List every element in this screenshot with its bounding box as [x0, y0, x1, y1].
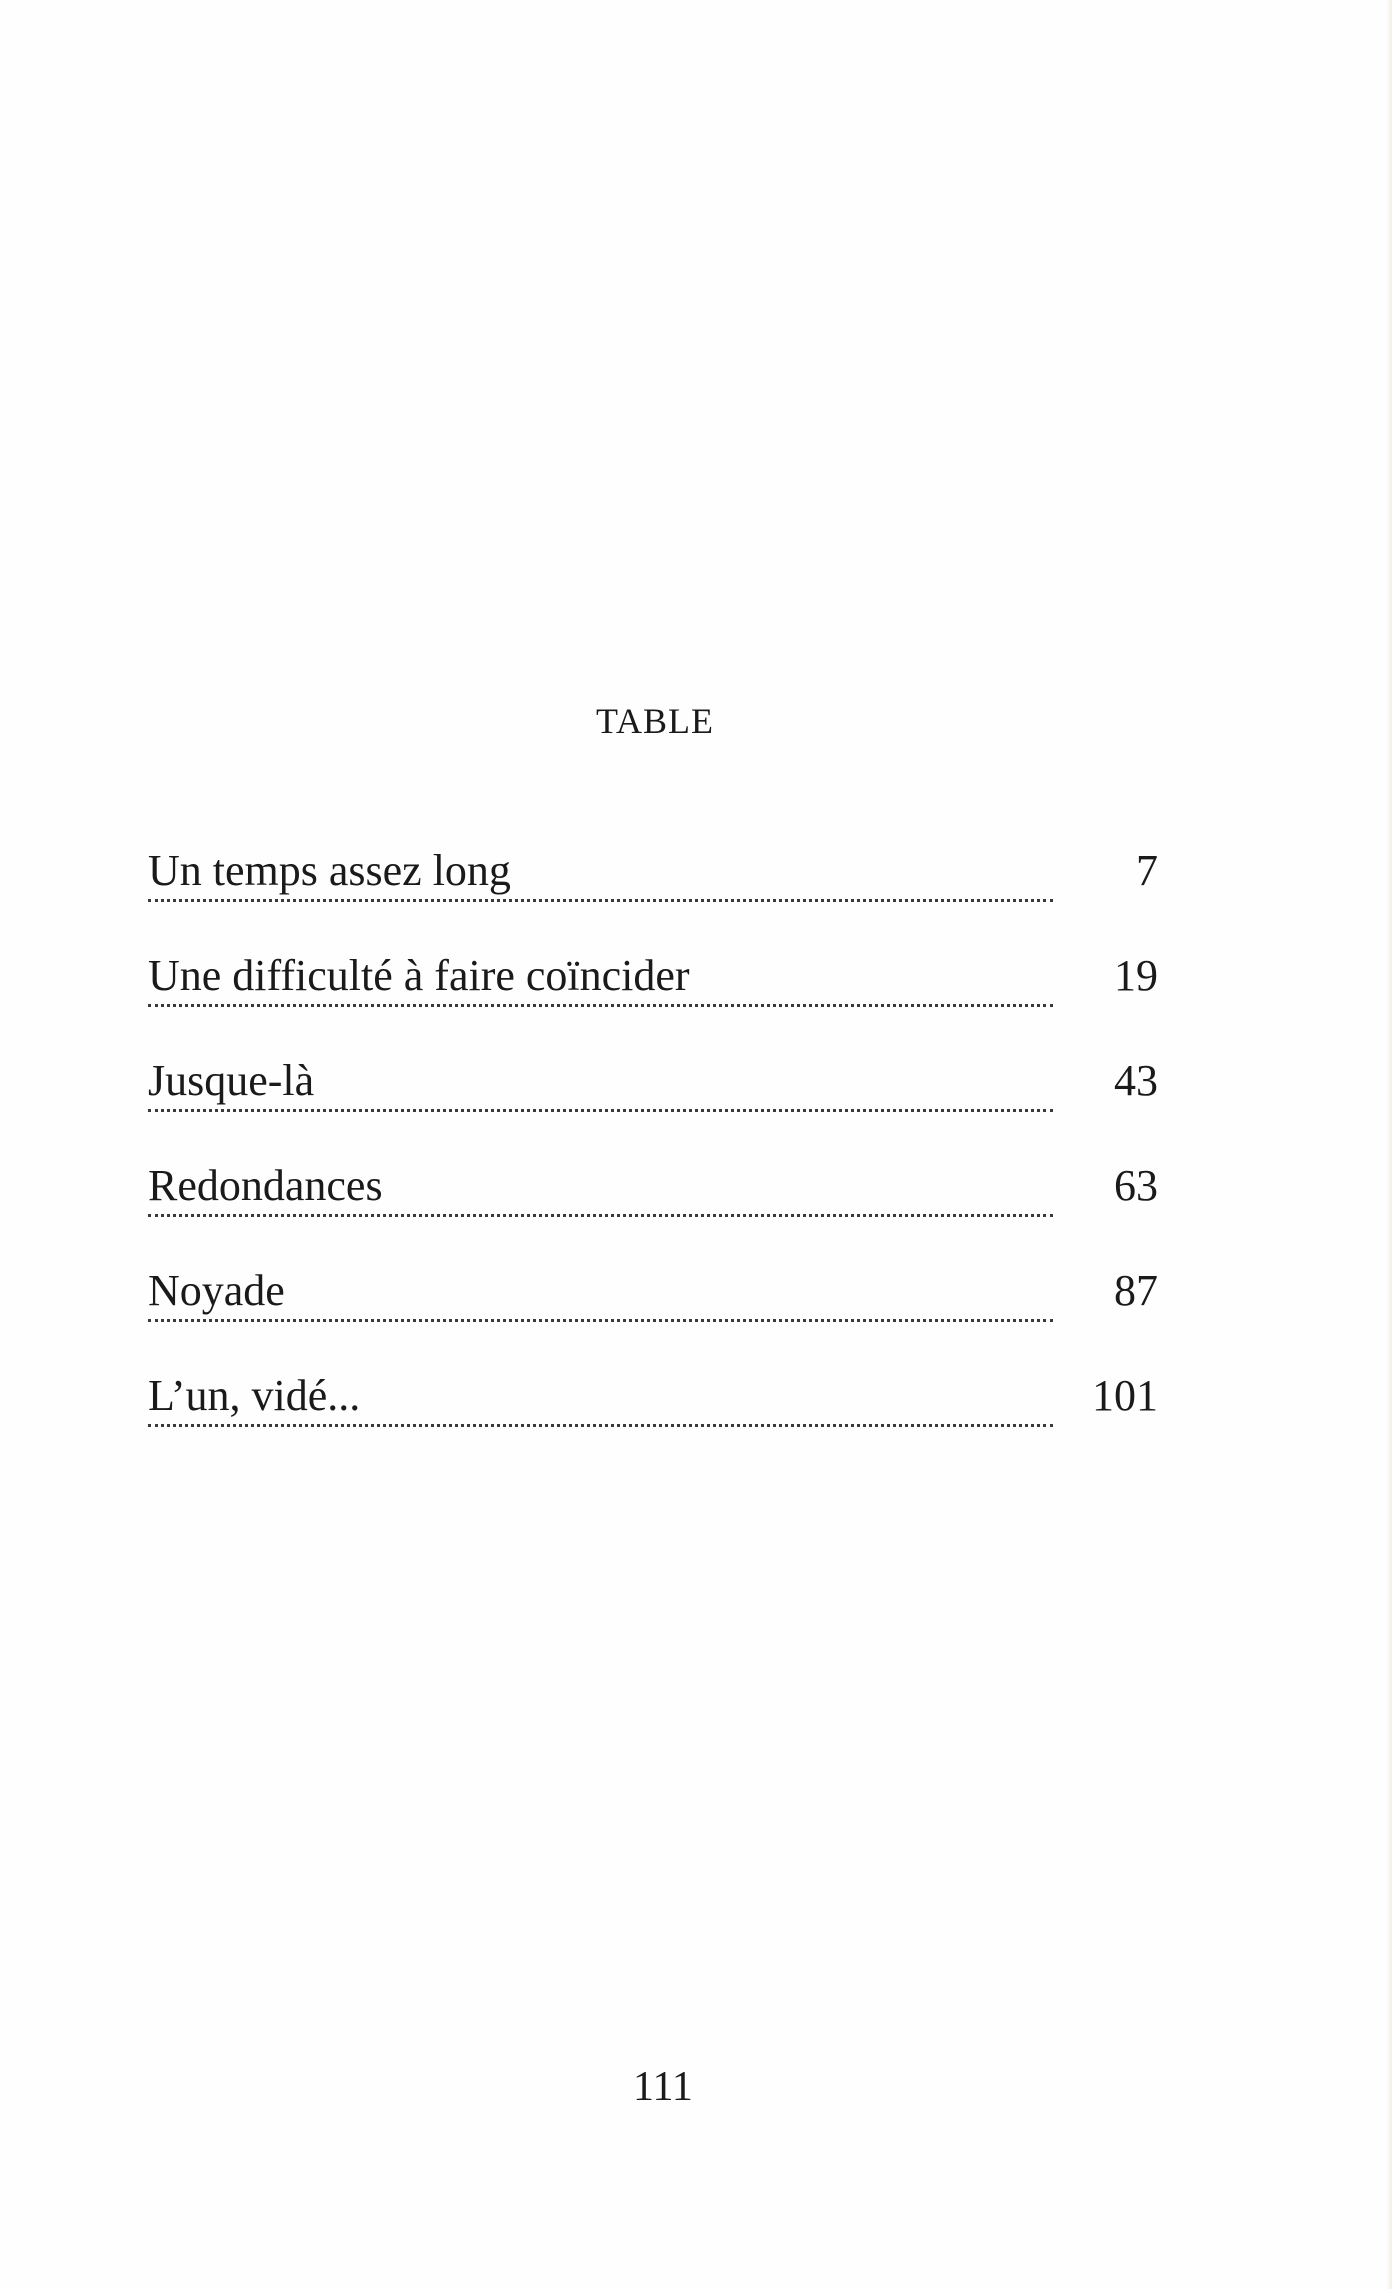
toc-heading: TABLE [595, 701, 715, 741]
toc-entry [148, 1265, 1158, 1370]
toc-entry-page: 7 [1136, 846, 1158, 895]
toc-entry-title: Noyade [148, 1265, 299, 1316]
toc-entry-page: 101 [1092, 1371, 1158, 1420]
toc-entry-title: Un temps assez long [148, 845, 525, 896]
toc-entry-title: Jusque-là [148, 1055, 328, 1106]
toc-entry [148, 1055, 1158, 1160]
toc-entry-title: Redondances [148, 1160, 397, 1211]
toc-entry [148, 845, 1158, 950]
toc-list [148, 845, 1158, 1475]
toc-entry-title: Une difficulté à faire coïncider [148, 950, 704, 1001]
toc-entry [148, 1370, 1158, 1475]
page-number: 111 [633, 2064, 693, 2110]
toc-entry-title: L’un, vidé... [148, 1370, 374, 1421]
toc-entry [148, 950, 1158, 1055]
page-edge [1386, 0, 1392, 2289]
toc-entry-page: 63 [1114, 1161, 1158, 1210]
toc-entry [148, 1160, 1158, 1265]
toc-entry-page: 87 [1114, 1266, 1158, 1315]
toc-entry-page: 19 [1114, 951, 1158, 1000]
toc-entry-page: 43 [1114, 1056, 1158, 1105]
